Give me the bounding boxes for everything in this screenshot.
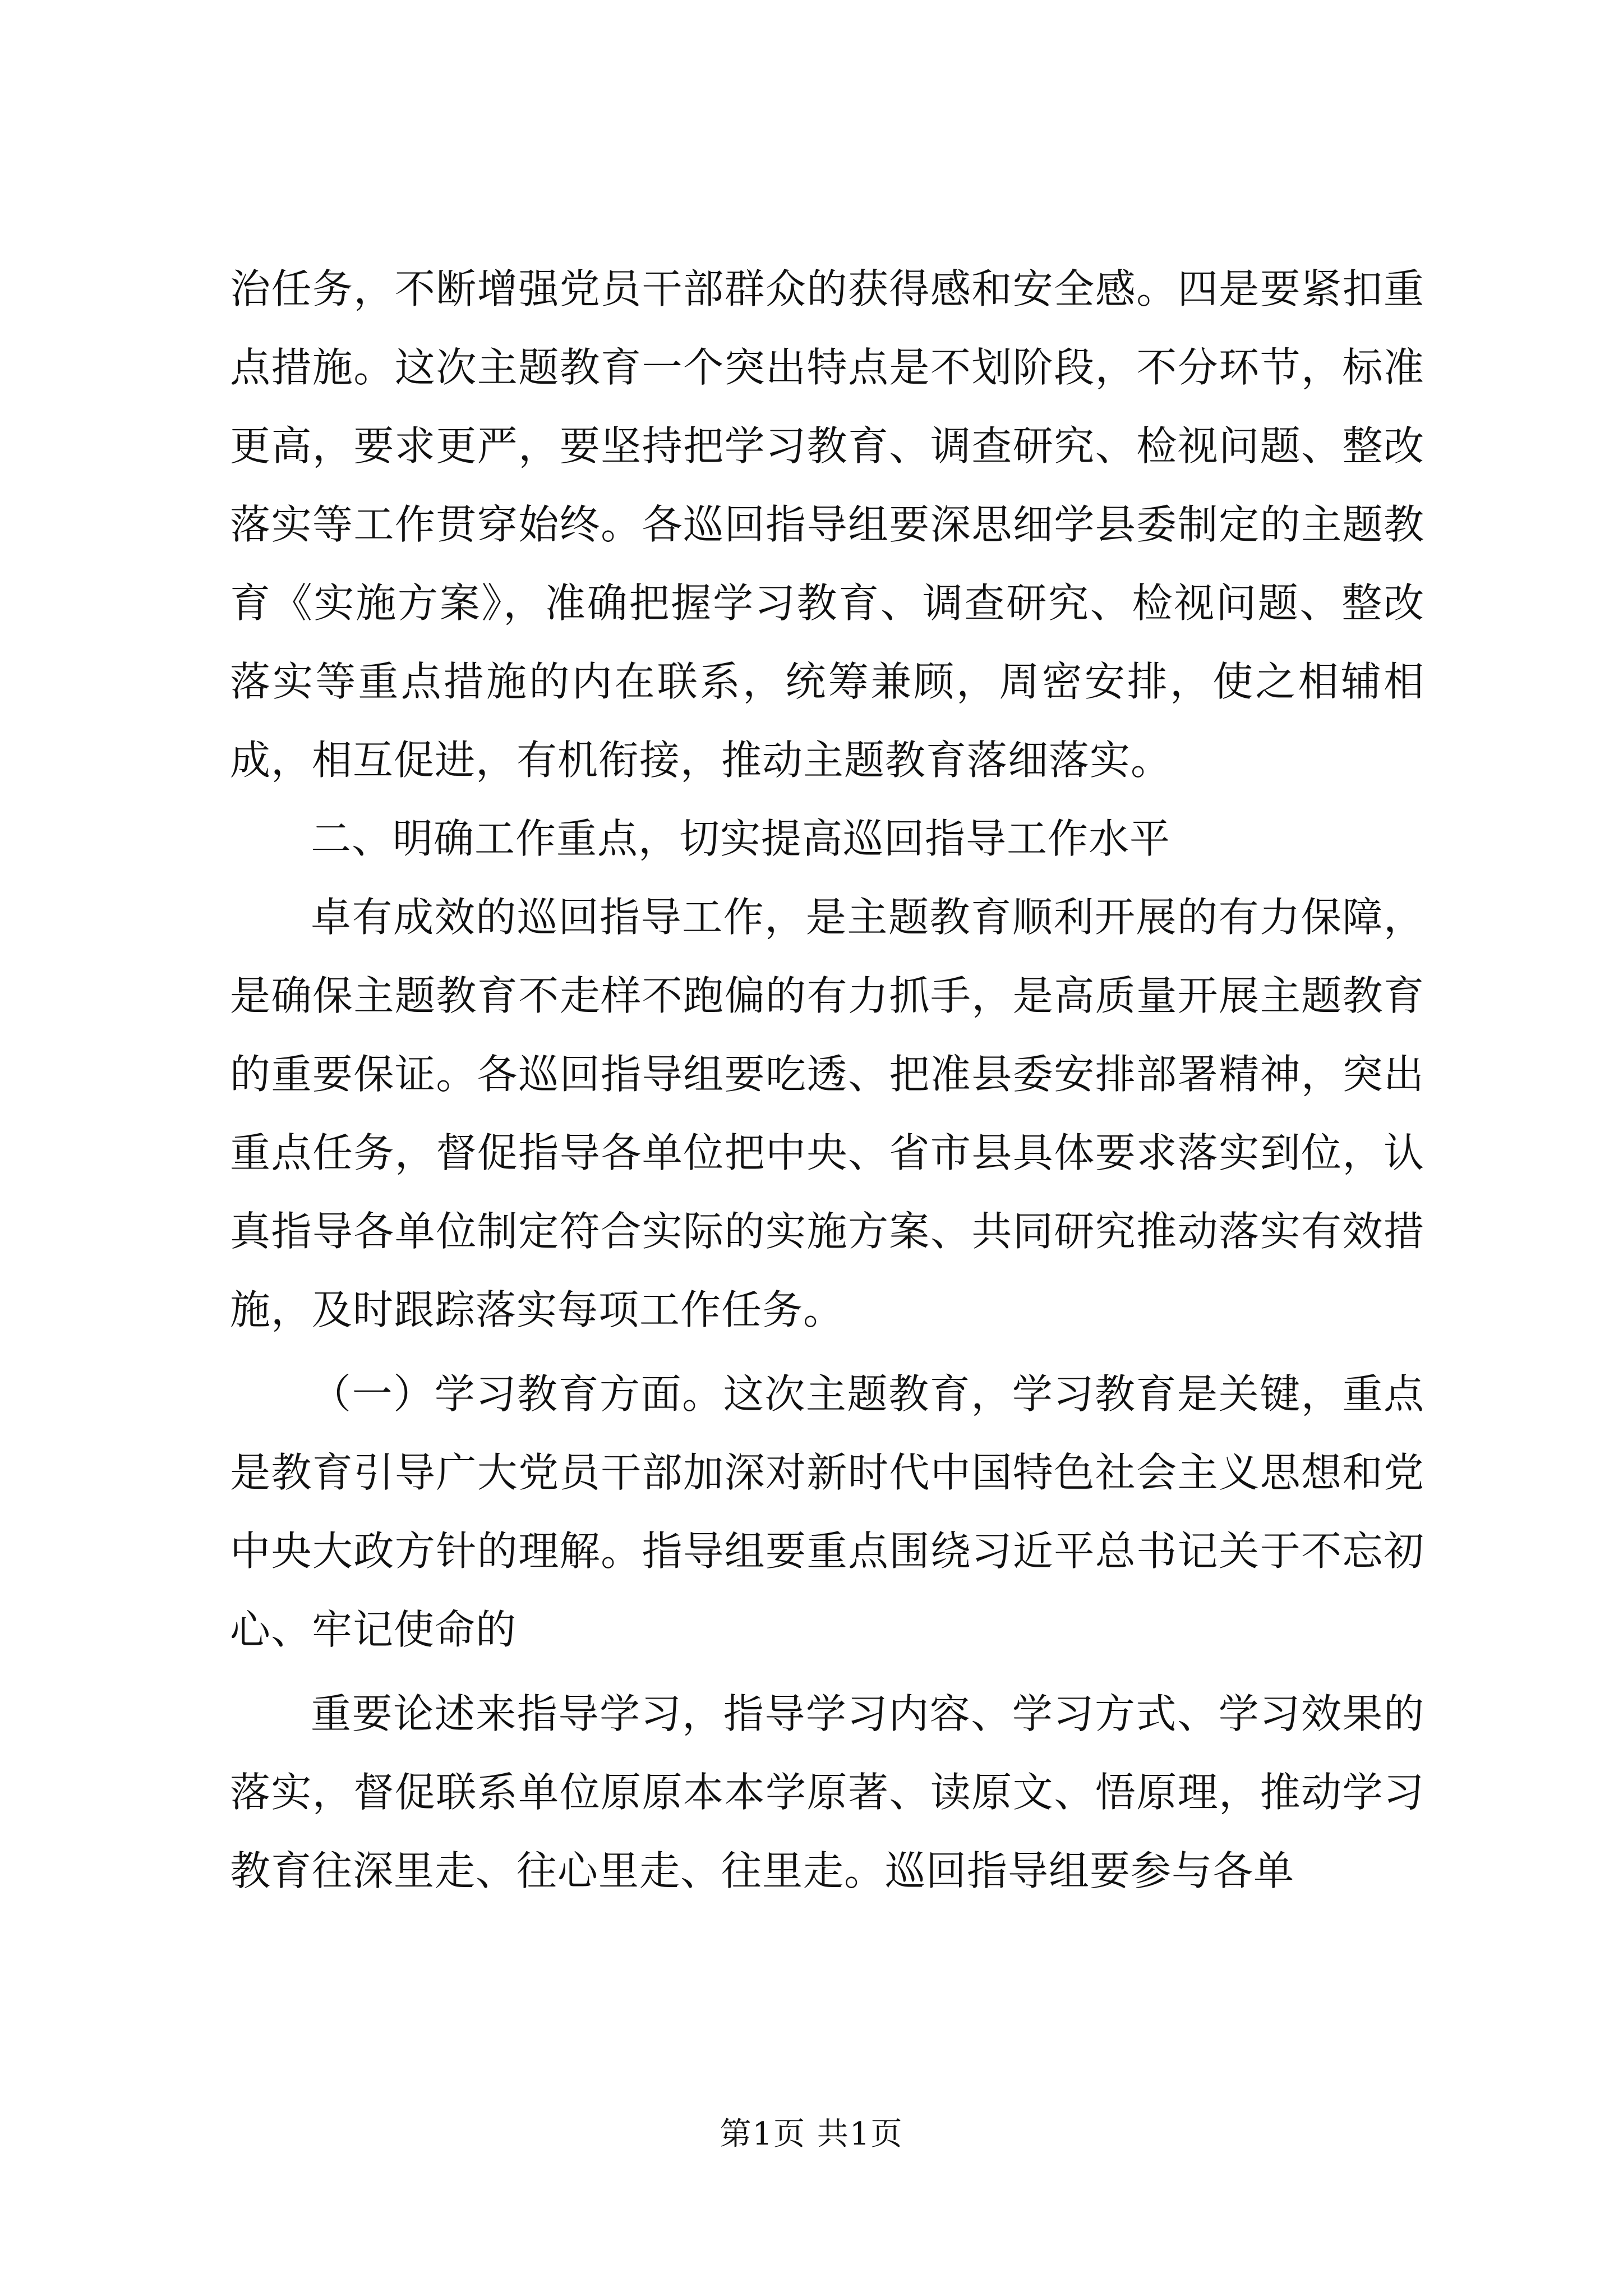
subsection-paragraph: （一）学习教育方面。这次主题教育，学习教育是关键，重点是教育引导广大党员干部加深对新时代中国特色社会主义思想和党中央大政方针的理解。指导组要重点围绕习近平总书记关于不忘初心、牢记使命的 [230, 1370, 1424, 1653]
page-number-footer: 第1页 共1页 [720, 2116, 903, 2152]
body-paragraph: 卓有成效的巡回指导工作，是主题教育顺利开展的有力保障，是确保主题教育不走样不跑偏的有力抓手，是高质量开展主题教育的重要保证。各巡回指导组要吃透、把准县委安排部署精神，突出重点任务，督促指导各单位把中央、省市县具体要求落实到位，认真指导各单位制定符合实际的实施方案、共同研究推动落实有效措施，及时跟踪落实每项工作任务。 [230, 894, 1424, 1333]
body-paragraph: 重要论述来指导学习，指导学习内容、学习方式、学习效果的落实，督促联系单位原原本本学原著、读原文、悟原理，推动学习教育往深里走、往心里走、往里走。巡回指导组要参与各单 [230, 1690, 1424, 1894]
body-paragraph-continued: 治任务，不断增强党员干部群众的获得感和安全感。四是要紧扣重点措施。这次主题教育一个突出特点是不划阶段，不分环节，标准更高，要求更严，要坚持把学习教育、调查研究、检视问题、整改落实等工作贯穿始终。各巡回指导组要深思细学县委制定的主题教育《实施方案》，准确把握学习教育、调查研究、检视问题、整改落实等重点措施的内在联系，统筹兼顾，周密安排，使之相辅相成，相互促进，有机衔接，推动主题教育落细落实。 [230, 265, 1424, 784]
section-heading: 二、明确工作重点，切实提高巡回指导工作水平 [311, 815, 1171, 862]
document-body [230, 250, 1424, 1910]
